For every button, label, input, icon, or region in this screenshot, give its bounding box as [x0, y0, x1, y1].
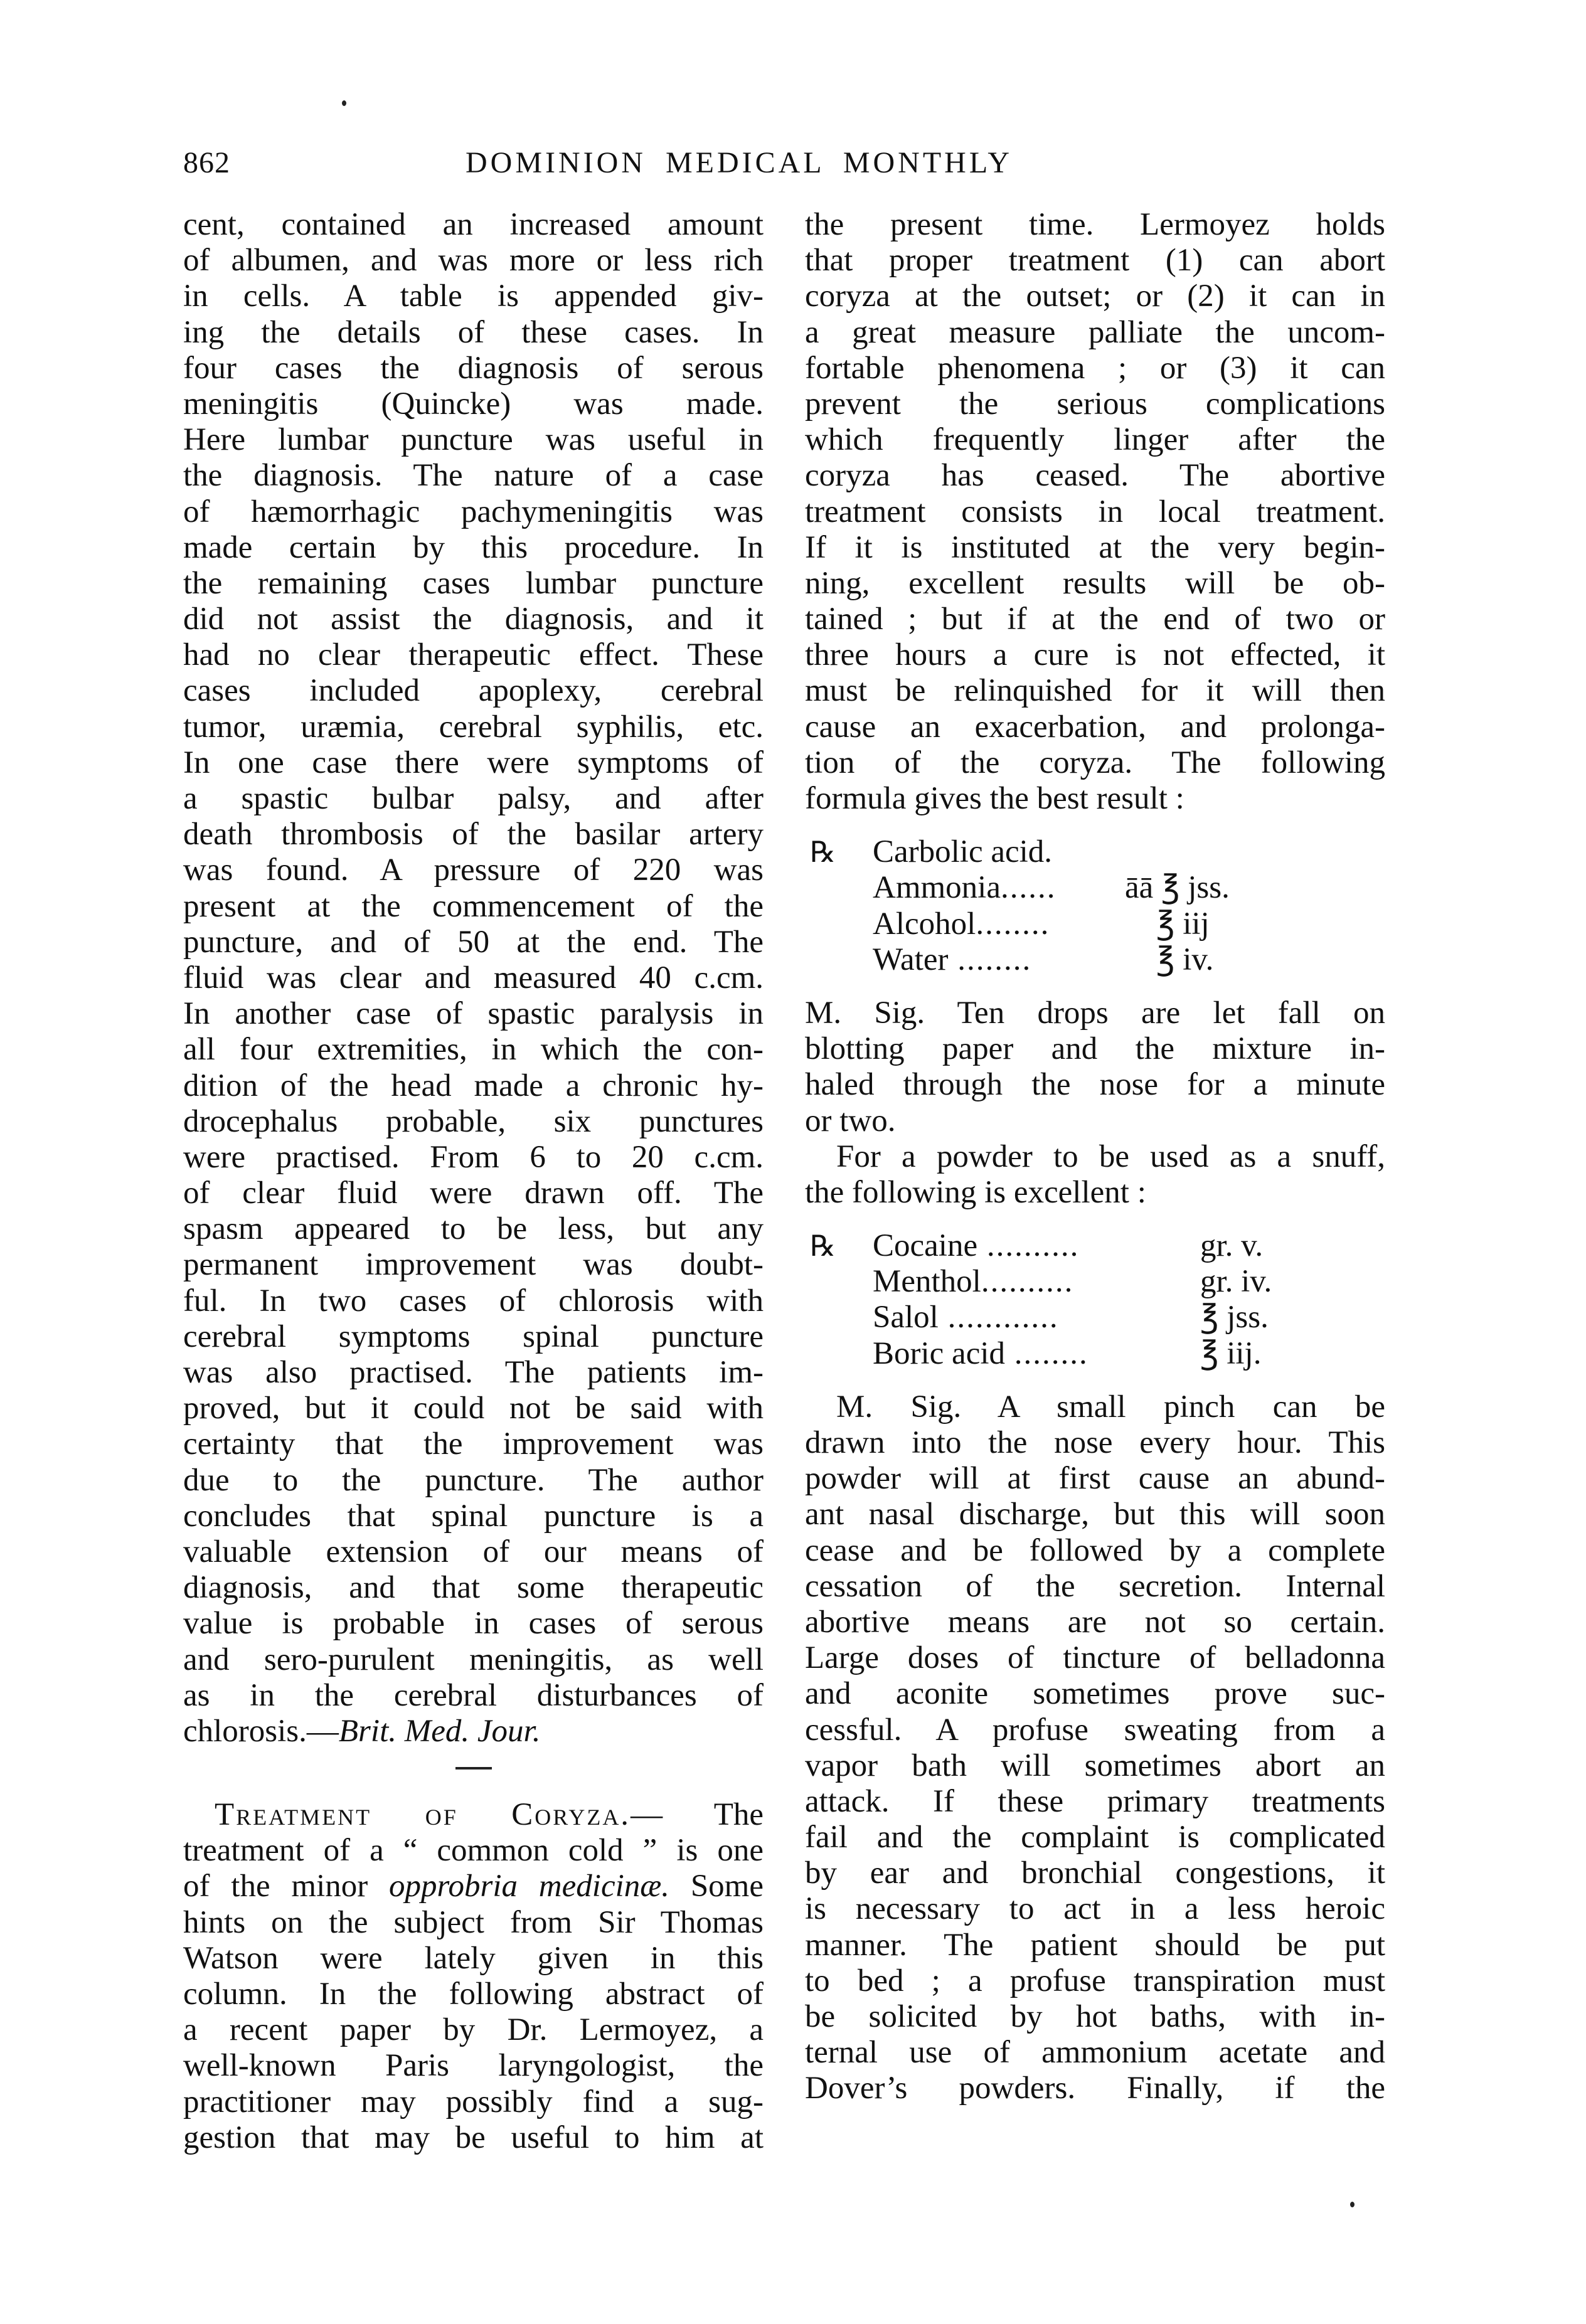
text-line: practitioner may possibly find a sug- [183, 2084, 764, 2120]
text-line: ing the details of these cases. In [183, 314, 764, 350]
left-column [183, 207, 764, 2156]
text-line: three hours a cure is not effected, it [805, 637, 1385, 673]
text-line: did not assist the diagnosis, and it [183, 602, 764, 637]
text-fragment: — The [631, 1797, 764, 1833]
text-line: fortable phenomena ; or (3) it can [805, 350, 1385, 386]
spacer [805, 1211, 1385, 1228]
ingredient-label: Menthol [873, 1264, 981, 1300]
prescription-line [805, 906, 1385, 942]
ingredient-name [873, 1300, 1059, 1335]
text-line: proved, but it could not be said with [183, 1391, 764, 1426]
text-line: puncture, and of 50 at the end. The [183, 924, 764, 960]
text-line: cause an exacerbation, and prolonga- [805, 709, 1385, 745]
text-fragment: chlorosis.— [183, 1713, 339, 1749]
text-line: all four extremities, in which the con- [183, 1032, 764, 1068]
text-line: tion of the coryza. The following [805, 745, 1385, 780]
citation: Brit. Med. Jour. [338, 1713, 541, 1749]
text-line: M. Sig. Ten drops are let fall on [805, 995, 1385, 1031]
text-line: be solicited by hot baths, with in- [805, 1999, 1385, 2034]
prescription-line [805, 1300, 1385, 1335]
text-line [183, 1869, 764, 1904]
text-line: ternal use of ammonium acetate and [805, 2035, 1385, 2071]
text-line: meningitis (Quincke) was made. [183, 386, 764, 422]
text-line: diagnosis, and that some therapeutic [183, 1570, 764, 1606]
text-line: hints on the subject from Sir Thomas [183, 1904, 764, 1940]
text-line: cease and be followed by a complete [805, 1532, 1385, 1568]
text-line: Watson were lately given in this [183, 1940, 764, 1976]
ingredient-name [873, 1228, 1079, 1264]
text-line: ant nasal discharge, but this will soon [805, 1497, 1385, 1532]
leader-dots: ........ [1005, 1335, 1088, 1371]
text-line: of clear fluid were drawn off. The [183, 1175, 764, 1211]
text-line: must be relinquished for it will then [805, 673, 1385, 709]
text-line: present at the commencement of the [183, 888, 764, 924]
ingredient-quantity: ℥ iij [1156, 906, 1210, 942]
prescription-line [805, 1228, 1385, 1264]
text-line: or two. [805, 1103, 896, 1138]
text-line: is necessary to act in a less heroic [805, 1891, 1385, 1927]
text-line: to bed ; a profuse transpiration must [805, 1963, 1385, 1998]
ingredient-label: Salol [873, 1300, 939, 1335]
spacer [805, 817, 1385, 834]
leader-dots: ...... [1000, 870, 1056, 906]
text-line: and sero-purulent meningitis, as well [183, 1642, 764, 1677]
ingredient-label: Ammonia [873, 870, 1001, 906]
text-line: cessation of the secretion. Internal [805, 1568, 1385, 1604]
leader-dots: .......... [977, 1228, 1080, 1264]
prescription-line [805, 942, 1385, 978]
ingredient-label: Cocaine [873, 1228, 978, 1264]
text-line: a great measure palliate the uncom- [805, 314, 1385, 350]
text-line: death thrombosis of the basilar artery [183, 817, 764, 852]
paragraph-lermoyez [805, 207, 1385, 817]
text-line: of hæmorrhagic pachymeningitis was [183, 494, 764, 529]
text-line: the following is excellent : [805, 1174, 1146, 1210]
spacer [805, 1372, 1385, 1389]
text-line: gestion that may be useful to him at [183, 2120, 764, 2155]
prescription-inhalant [805, 834, 1385, 978]
text-line: treatment consists in local treatment. [805, 494, 1385, 529]
ingredient-label: Water [873, 942, 949, 977]
text-line: cases included apoplexy, cerebral [183, 673, 764, 709]
leader-dots: ........ [976, 906, 1050, 942]
text-line: value is probable in cases of serous [183, 1606, 764, 1642]
text-line: were practised. From 6 to 20 c.cm. [183, 1139, 764, 1175]
text-line: was found. A pressure of 220 was [183, 852, 764, 888]
leader-dots: .......... [981, 1264, 1074, 1300]
text-line: tumor, uræmia, cerebral syphilis, etc. [183, 709, 764, 745]
text-line: If it is instituted at the very begin- [805, 529, 1385, 565]
text-line: attack. If these primary treatments [805, 1783, 1385, 1819]
text-line: dition of the head made a chronic hy- [183, 1068, 764, 1103]
section-heading: Treatment of Coryza. [215, 1797, 631, 1833]
spacer [805, 978, 1385, 995]
text-fragment: Some [669, 1869, 764, 1904]
text-line [183, 1797, 764, 1833]
ingredient-label: Boric acid [873, 1335, 1005, 1371]
paragraph-inhalant-directions [805, 995, 1385, 1139]
prescription-line [805, 834, 1385, 870]
text-line: Large doses of tincture of belladonna [805, 1640, 1385, 1676]
ingredient-quantity: ℥ jss. [1200, 1300, 1269, 1335]
text-line: coryza at the outset; or (2) it can in [805, 279, 1385, 314]
text-line: in cells. A table is appended giv- [183, 279, 764, 314]
text-line: that proper treatment (1) can abort [805, 243, 1385, 279]
leader-dots: ............ [938, 1300, 1059, 1335]
print-speck [1350, 2202, 1354, 2207]
prescription-snuff [805, 1228, 1385, 1372]
text-line: had no clear therapeutic effect. These [183, 637, 764, 673]
ingredient-name [873, 834, 1052, 870]
ingredient-label: Alcohol [873, 906, 976, 942]
text-line: column. In the following abstract of [183, 1976, 764, 2012]
text-line: fail and the complaint is complicated [805, 1820, 1385, 1855]
ingredient-name [873, 942, 1031, 978]
text-line: cerebral symptoms spinal puncture [183, 1319, 764, 1354]
text-line: as in the cerebral disturbances of [183, 1677, 764, 1713]
text-line: drocephalus probable, six punctures [183, 1103, 764, 1139]
ingredient-label: Carbolic acid. [873, 834, 1053, 870]
recipe-symbol-icon: ℞ [810, 1230, 836, 1263]
text-line: due to the puncture. The author [183, 1462, 764, 1498]
paragraph-snuff-intro [805, 1139, 1385, 1211]
paragraph-coryza-intro [183, 1905, 764, 2156]
ingredient-quantity: ℥ iij. [1200, 1335, 1262, 1371]
text-line: was also practised. The patients im- [183, 1355, 764, 1390]
recipe-symbol-icon: ℞ [810, 836, 836, 869]
text-line: well-known Paris laryngologist, the [183, 2048, 764, 2084]
leader-dots: ........ [948, 942, 1032, 977]
text-line: tained ; but if at the end of two or [805, 602, 1385, 637]
text-line: Here lumbar puncture was useful in [183, 422, 764, 458]
text-line: the present time. Lermoyez holds [805, 207, 1385, 242]
text-line: manner. The patient should be put [805, 1927, 1385, 1963]
text-line: In one case there were symptoms of [183, 745, 764, 780]
text-line: blotting paper and the mixture in- [805, 1031, 1385, 1067]
paragraph-lumbar-puncture [183, 207, 764, 1714]
text-line: permanent improvement was doubt- [183, 1247, 764, 1283]
text-line: prevent the serious complications [805, 386, 1385, 422]
text-line: spasm appeared to be less, but any [183, 1211, 764, 1247]
text-line: ning, excellent results will be ob- [805, 565, 1385, 601]
text-line: In another case of spastic paralysis in [183, 996, 764, 1032]
text-line: haled through the nose for a minute [805, 1067, 1385, 1103]
text-line: the diagnosis. The nature of a case [183, 458, 764, 494]
ingredient-quantity: ℥ iv. [1156, 942, 1214, 977]
prescription-line [805, 1336, 1385, 1372]
text-line: M. Sig. A small pinch can be [836, 1389, 1385, 1425]
text-line: which frequently linger after the [805, 422, 1385, 458]
ingredient-quantity: āā ℥ jss. [1125, 870, 1230, 906]
text-line: valuable extension of our means of [183, 1534, 764, 1569]
ingredient-name [873, 906, 1050, 942]
text-line: vapor bath will sometimes abort an [805, 1748, 1385, 1783]
text-line: of albumen, and was more or less rich [183, 243, 764, 279]
text-line: treatment of a “ common cold ” is one [183, 1833, 764, 1869]
text-line: four cases the diagnosis of serous [183, 350, 764, 386]
print-speck [342, 100, 346, 106]
text-line: ful. In two cases of chlorosis with [183, 1283, 764, 1319]
text-line: cessful. A profuse sweating from a [805, 1712, 1385, 1748]
text-line [183, 1714, 764, 1749]
latin-phrase: opprobria medicinæ. [389, 1869, 670, 1904]
ingredient-name [873, 870, 1056, 906]
text-line: abortive means are not so certain. [805, 1604, 1385, 1640]
text-fragment: of the minor [183, 1869, 390, 1904]
page-number: 862 [183, 146, 230, 179]
text-line: For a powder to be used as a snuff, [836, 1138, 1385, 1174]
running-header [183, 146, 1386, 189]
text-line: the remaining cases lumbar puncture [183, 565, 764, 601]
text-line: powder will at first cause an abund- [805, 1461, 1385, 1497]
paragraph-snuff-directions [805, 1389, 1385, 2107]
text-line: a recent paper by Dr. Lermoyez, a [183, 2012, 764, 2048]
text-line: fluid was clear and measured 40 c.cm. [183, 960, 764, 995]
text-line: made certain by this procedure. In [183, 529, 764, 565]
text-line: by ear and bronchial congestions, it [805, 1855, 1385, 1891]
text-line: and aconite sometimes prove suc- [805, 1676, 1385, 1712]
prescription-line [805, 1264, 1385, 1300]
ingredient-name [873, 1264, 1073, 1300]
ingredient-quantity: gr. iv. [1200, 1264, 1272, 1300]
prescription-line [805, 870, 1385, 906]
text-line: Dover’s powders. Finally, if the [805, 2071, 1385, 2106]
text-line: formula gives the best result : [805, 781, 1184, 816]
text-line: certainty that the improvement was [183, 1426, 764, 1462]
text-line: drawn into the nose every hour. This [805, 1425, 1385, 1460]
text-line: cent, contained an increased amount [183, 207, 764, 242]
text-line: a spastic bulbar palsy, and after [183, 781, 764, 816]
ingredient-quantity: gr. v. [1200, 1228, 1264, 1264]
ingredient-name [873, 1336, 1088, 1372]
right-column [805, 207, 1385, 2107]
running-title: DOMINION MEDICAL MONTHLY [466, 146, 1013, 179]
text-line: coryza has ceased. The abortive [805, 458, 1385, 494]
section-divider [455, 1767, 492, 1770]
text-line: concludes that spinal puncture is a [183, 1498, 764, 1534]
